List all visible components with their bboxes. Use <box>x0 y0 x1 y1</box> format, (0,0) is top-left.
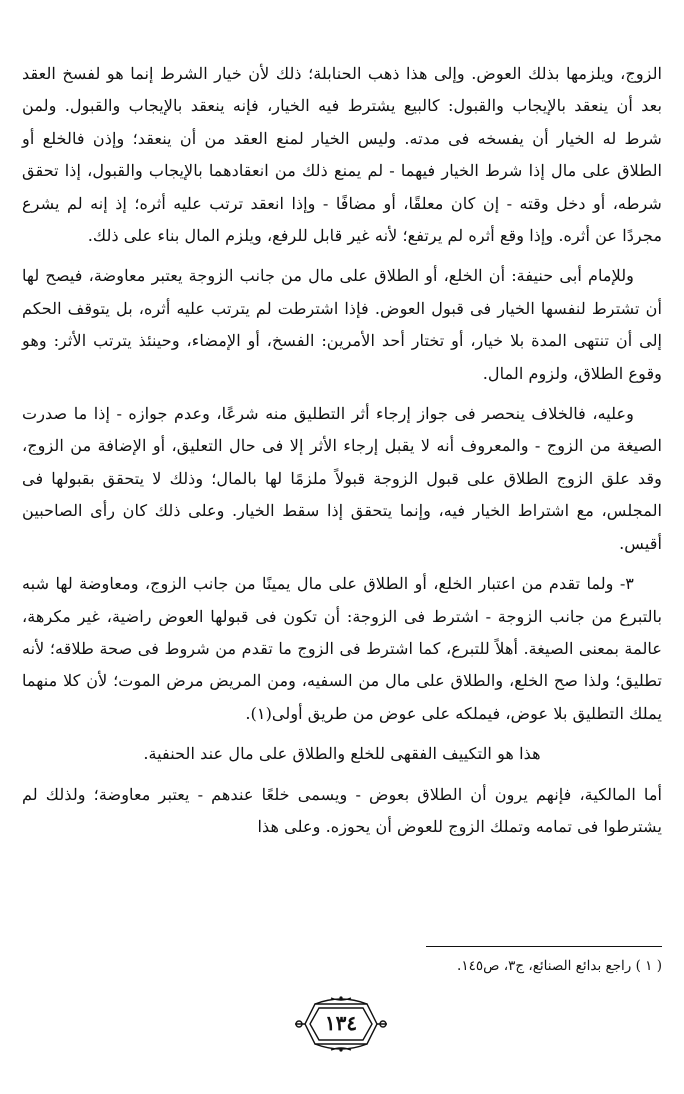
footnote: ( ١ ) راجع بدائع الصنائع، ج٣، ص١٤٥. <box>457 958 662 974</box>
page-number: ١٣٤ <box>324 1011 358 1035</box>
footnote-divider <box>426 946 662 947</box>
paragraph-3: وعليه، فالخلاف ينحصر فى جواز إرجاء أثر التطليق منه شرعًا، وعدم جوازه - إذا ما صدرت الصيغة من الزوج - والمعروف أنه لا يقبل إرجاء الأثر إلا فى حال التعليق، أو الإضافة من الزوج، وقد علق الزوج الطلاق على قبول الزوجة قبولاً ملزمًا لها بالمال؛ وذلك لا يتحقق بقبولها فى المجلس، مع اشتراط الخيار فيه، وإنما يتحقق إذا سقط الخيار. وعلى ذلك كان رأى الصاحبين أقيس. <box>22 404 662 553</box>
paragraph-5: هذا هو التكييف الفقهى للخلع والطلاق على مال عند الحنفية. <box>143 744 541 764</box>
page-number-ornament <box>291 994 391 1054</box>
paragraph-4: ٣- ولما تقدم من اعتبار الخلع، أو الطلاق على مال يمينًا من جانب الزوج، ومعاوضة لها شبه بالتبرع من جانب الزوجة - اشترط فى الزوجة: أن تكون فى قبولها العوض راضية، غير مكرهة، عالمة بمعنى الصيغة. أهلاً للتبرع، كما اشترط فى الزوج ما تقدم من شروط فى صحة طلاقه؛ لأنه تطليق؛ ولذا صح الخلع، والطلاق على مال من السفيه، ومن المريض مرض الموت؛ لأن كلا منهما يملك التطليق بلا عوض، فيملكه على عوض من طريق أولى(١). <box>22 574 662 723</box>
paragraph-2: وللإمام أبى حنيفة: أن الخلع، أو الطلاق على مال من جانب الزوجة يعتبر معاوضة، فيصح لها أن تشترط لنفسها الخيار فى قبول العوض. فإذا اشترطت لم يترتب عليه أثره، بل يتوقف الحكم إلى أن تنتهى المدة بلا خيار، أو تختار أحد الأمرين: الفسخ، أو الإمضاء، وحينئذ يترتب الأثر: وهو وقوع الطلاق، ولزوم المال. <box>22 266 662 383</box>
page-body <box>22 58 662 851</box>
paragraph-1: الزوج، ويلزمها بذلك العوض. وإلى هذا ذهب الحنابلة؛ ذلك لأن خيار الشرط إنما هو لفسخ العقد بعد أن ينعقد بالإيجاب والقبول: كالبيع يشترط فيه الخيار، فإنه ينعقد بالإيجاب والقبول. ولمن شرط له الخيار أن يفسخه فى مدته. وليس الخيار لمنع العقد من أن ينعقد؛ وإذن فالخلع أو الطلاق على مال إذا شرط الخيار فيهما - لم يمنع ذلك من انعقادهما بالإيجاب والقبول، إذا تحقق شرطه، أو دخل وقته - إن كان معلقًا، أو مضافًا - وإذا انعقد ترتب عليه أثره؛ إذ إنه لم يشرع مجردًا عن أثره. وإذا وقع أثره لم يرتفع؛ لأنه غير قابل للرفع، ويلزم المال بناء على ذلك. <box>22 64 662 246</box>
paragraph-6: أما المالكية، فإنهم يرون أن الطلاق بعوض - ويسمى خلعًا عندهم - يعتبر معاوضة؛ ولذلك لم يشترطوا فى تمامه وتملك الزوج للعوض أن يحوزه. وعلى هذا <box>22 784 662 836</box>
